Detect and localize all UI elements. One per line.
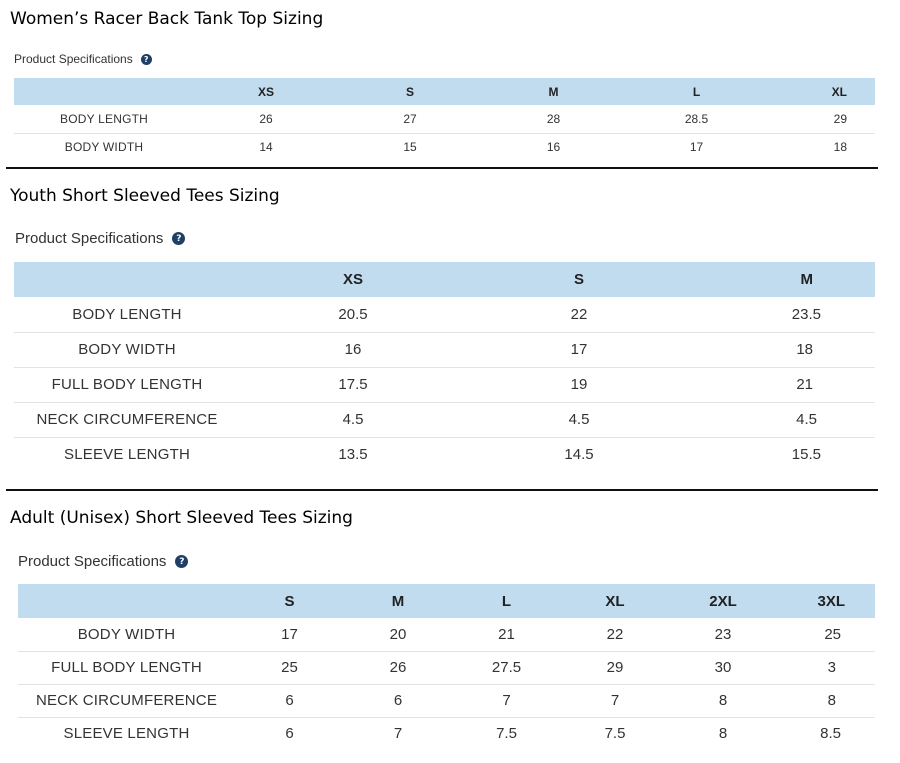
table-row	[18, 618, 875, 651]
table-header-row	[14, 262, 875, 297]
row-label: NECK CIRCUMFERENCE	[18, 684, 235, 717]
size-header: XS	[257, 84, 274, 99]
table-cell: 14	[259, 140, 273, 155]
table-cell: 8	[669, 684, 777, 717]
table-cell: 6	[285, 725, 294, 743]
table-cell: 22	[466, 297, 692, 332]
table-row	[14, 402, 875, 437]
table-cell: 23	[669, 618, 777, 651]
table-cell: 8.5	[820, 725, 841, 743]
row-label: FULL BODY LENGTH	[14, 367, 240, 402]
table-cell: 29	[768, 105, 875, 133]
table-row	[14, 437, 875, 472]
table-cell: 15.5	[791, 446, 821, 464]
size-header: M	[391, 592, 405, 610]
table-cell: 20.5	[240, 297, 466, 332]
table-cell: 22	[561, 618, 669, 651]
size-table	[14, 78, 875, 161]
table-cell: 21	[692, 367, 875, 402]
help-icon[interactable]: ?	[172, 232, 185, 245]
size-header: S	[405, 84, 414, 99]
row-label: FULL BODY LENGTH	[18, 651, 235, 684]
table-cell: 29	[561, 651, 669, 684]
size-header: L	[692, 84, 701, 99]
table-cell: 26	[194, 105, 338, 133]
size-header: 2XL	[709, 592, 737, 610]
table-cell: 27	[338, 105, 482, 133]
table-cell: 19	[466, 367, 692, 402]
table-cell: 3	[777, 651, 875, 684]
table-cell: 4.5	[240, 402, 466, 437]
size-header: XL	[605, 592, 625, 610]
table-cell: 27.5	[452, 651, 561, 684]
table-row	[18, 717, 875, 750]
table-cell: 30	[669, 651, 777, 684]
row-label: BODY WIDTH	[14, 332, 240, 367]
table-cell: 20	[344, 618, 452, 651]
section-title: Adult (Unisex) Short Sleeved Tees Sizing	[10, 508, 353, 528]
product-specifications-label: Product Specifications	[18, 553, 167, 570]
table-cell: 7.5	[496, 725, 517, 743]
size-table	[18, 584, 875, 750]
product-specifications-heading	[18, 553, 188, 570]
table-cell: 25	[777, 618, 875, 651]
table-cell: 7	[393, 725, 403, 743]
product-specifications-heading	[15, 230, 185, 247]
table-header-row	[14, 78, 875, 105]
table-cell: 8	[718, 725, 728, 743]
row-label: SLEEVE LENGTH	[64, 446, 190, 464]
table-cell: 25	[235, 651, 344, 684]
table-cell: 6	[344, 684, 452, 717]
product-specifications-label: Product Specifications	[15, 230, 164, 247]
table-cell: 17	[466, 332, 692, 367]
table-row	[14, 367, 875, 402]
row-label: SLEEVE LENGTH	[63, 725, 190, 743]
table-cell: 4.5	[466, 402, 692, 437]
row-label: BODY LENGTH	[14, 105, 194, 133]
header-blank	[14, 78, 194, 105]
row-label: NECK CIRCUMFERENCE	[14, 402, 240, 437]
section-title: Women’s Racer Back Tank Top Sizing	[10, 9, 324, 29]
size-header: S	[573, 271, 584, 288]
product-specifications-heading	[14, 52, 152, 66]
table-cell: 8	[777, 684, 875, 717]
table-cell: 18	[692, 332, 875, 367]
size-header: L	[501, 592, 512, 610]
table-row	[14, 105, 875, 133]
product-specifications-label: Product Specifications	[14, 52, 133, 66]
row-label: BODY LENGTH	[14, 297, 240, 332]
size-header: XS	[342, 271, 363, 288]
header-blank	[14, 262, 240, 297]
section-title: Youth Short Sleeved Tees Sizing	[10, 186, 280, 206]
table-row	[18, 684, 875, 717]
table-cell: 17	[235, 618, 344, 651]
table-cell: 17.5	[240, 367, 466, 402]
table-cell: 23.5	[692, 297, 875, 332]
size-header: M	[548, 84, 559, 99]
table-row	[18, 651, 875, 684]
table-cell: 16	[546, 140, 561, 155]
table-cell: 28.5	[625, 105, 768, 133]
table-cell: 21	[452, 618, 561, 651]
row-label: BODY WIDTH	[64, 140, 144, 155]
section-divider	[6, 489, 878, 491]
table-cell: 26	[344, 651, 452, 684]
table-cell: 17	[689, 140, 704, 155]
table-cell: 4.5	[692, 402, 875, 437]
table-cell: 28	[482, 105, 625, 133]
table-cell: 13.5	[338, 446, 368, 464]
size-table	[14, 262, 875, 472]
header-blank	[18, 584, 235, 618]
table-row	[14, 133, 875, 161]
table-cell: 14.5	[564, 446, 594, 464]
table-row	[14, 332, 875, 367]
table-cell: 6	[235, 684, 344, 717]
size-header: XL	[831, 84, 847, 99]
table-cell: 7	[561, 684, 669, 717]
help-icon[interactable]: ?	[175, 555, 188, 568]
size-header: 3XL	[817, 592, 845, 610]
table-cell: 7	[452, 684, 561, 717]
row-label: BODY WIDTH	[18, 618, 235, 651]
size-header: S	[284, 592, 295, 610]
table-cell: 18	[833, 140, 847, 155]
help-icon[interactable]: ?	[141, 54, 152, 65]
table-header-row	[18, 584, 875, 618]
table-cell: 15	[403, 140, 417, 155]
table-cell: 7.5	[604, 725, 626, 743]
table-cell: 16	[240, 332, 466, 367]
size-header: M	[800, 271, 813, 288]
table-row	[14, 297, 875, 332]
section-divider	[6, 167, 878, 169]
